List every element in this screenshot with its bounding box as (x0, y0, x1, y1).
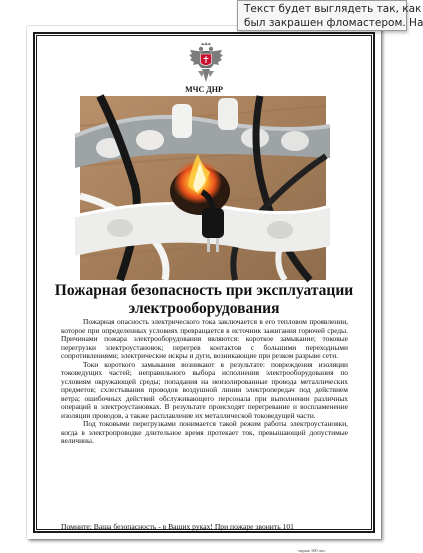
title-line-2: электрооборудования (128, 300, 280, 317)
organization-name: МЧС ДНР (185, 85, 223, 94)
title-line-1: Пожарная безопасность при эксплуатации (54, 282, 354, 299)
document-body (61, 318, 348, 446)
document-page (27, 26, 381, 553)
tooltip-line-1: Текст будет выглядеть так, как (244, 3, 422, 15)
tooltip-line-2: был закрашен фломастером. На (244, 17, 423, 29)
coat-of-arms-icon (189, 42, 223, 84)
paragraph-overload: Под токовыми перегрузками понимается такой режим работы электроустановки, когда в электропроводке длительное время протекает ток, превышающий допустимые величины. (61, 419, 348, 445)
document-title (43, 282, 365, 318)
paragraph-fire-hazard: Пожарная опасность электрического тока заключается в его тепловом проявлении, которое при определенных условиях превращается в источник зажигания горючей среды. Причинами пожара электрооборудования являются: короткое замыкание; токовые перегрузки электроустановок; перегрев контактов с большими переходными сопротивлениями; электрические искры и дуги, возникающие при резком разрыве сети. (61, 317, 348, 360)
safety-reminder: Помните: Ваша безопасность - в Ваших руках! При пожаре звонить 101 (61, 522, 294, 531)
print-run-note: тираж 100 экз. (298, 548, 326, 553)
tooltip-popup (237, 0, 423, 31)
paragraph-short-circuit: Токи короткого замыкания возникают в результате: повреждения изоляции токоведущих частей; неправильного выбора исполнения электрооборудования по условиям окружающей среды; попадания на неизолированные провода металлических предметов; схлестывания проводов воздушной линии электропередач под действием ветра; ошибочных действий обслуживающего персонала при выполнении различных операций в электроустановках. В результате происходят перегревание и воспламенение изоляции проводов, а также расплавление их металлической токоведущей части. (61, 359, 348, 420)
burnt-power-strip-photo (80, 96, 326, 280)
